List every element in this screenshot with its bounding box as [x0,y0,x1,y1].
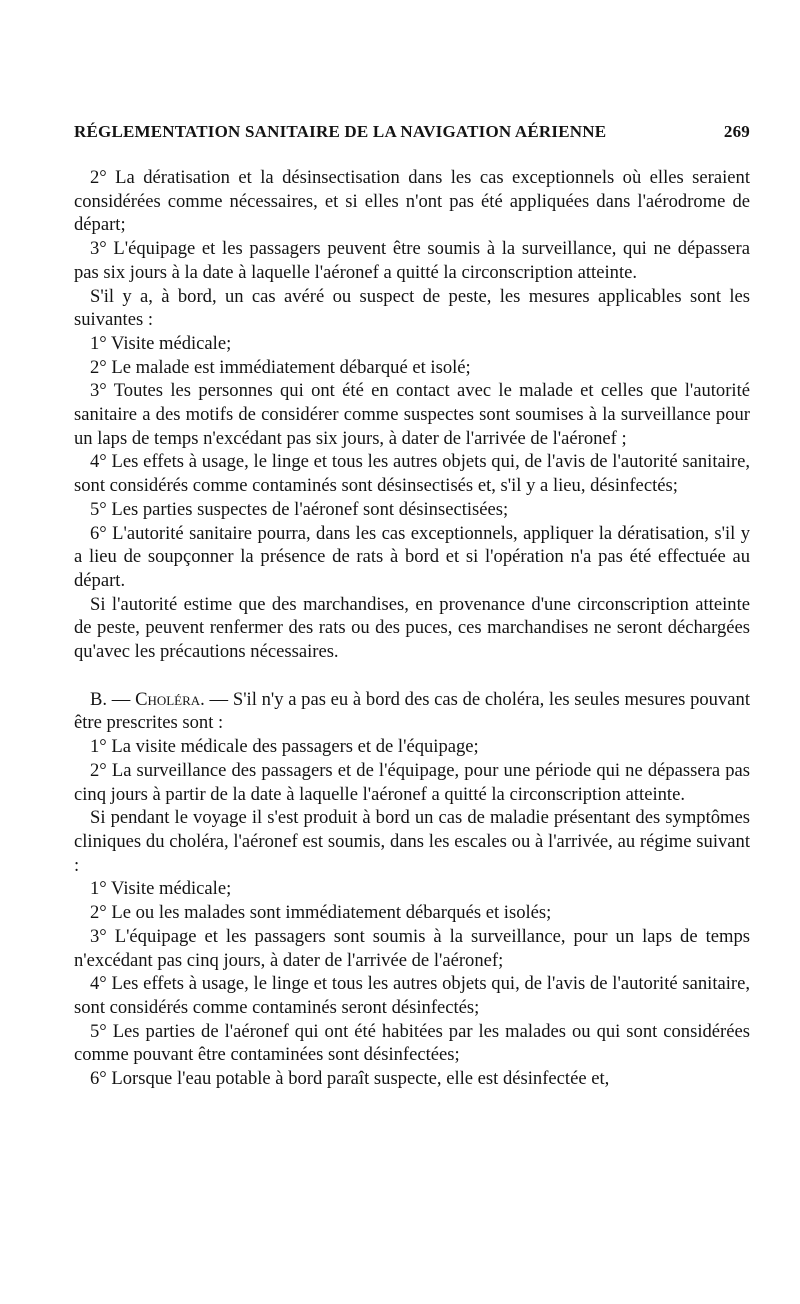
running-header [74,118,750,148]
paragraph: 4° Les effets à usage, le linge et tous les autres objets qui, de l'avis de l'autorité sanitaire, sont considérés comme contaminés seront désinfectés; [74,973,750,1018]
section-b-paragraph [74,688,750,735]
paragraph: 1° Visite médicale; [90,332,232,354]
page-number: 269 [723,122,750,141]
paragraph: 3° Toutes les personnes qui ont été en contact avec le malade et celles que l'autorité sanitaire a des motifs de considérer comme suspectes sont soumises à la surveillance pour un laps de temps n'excédant pas six jours, à dater de l'arrivée de l'aéronef ; [74,380,750,449]
paragraph: 2° La surveillance des passagers et de l'équipage, pour une période qui ne dépassera pas cinq jours à partir de la date à laquelle l'aéronef a quitté la circonscription atteinte. [74,759,750,805]
paragraph: Si l'autorité estime que des marchandises, en provenance d'une circonscription atteinte de peste, peuvent renfermer des rats ou des puces, ces marchandises ne seront déchargées qu'avec les précautions nécessaires. [74,593,750,663]
paragraph: 5° Les parties de l'aéronef qui ont été habitées par les malades ou qui sont considérées comme pouvant être contaminées sont désinfectées; [74,1020,750,1066]
paragraph: 4° Les effets à usage, le linge et tous les autres objets qui, de l'avis de l'autorité sanitaire, sont considérés comme contaminés sont désinsectisés et, s'il y a lieu, désinfectés; [74,451,750,497]
paragraph: 2° La dératisation et la désinsectisation dans les cas exceptionnels où elles seraient considérées comme nécessaires, et si elles n'ont pas été appliquées dans l'aérodrome de départ; [74,167,750,236]
paragraph: 1° Visite médicale; [90,878,232,900]
paragraph: 5° Les parties suspectes de l'aéronef sont désinsectisées; [90,498,509,520]
body-text [74,166,750,1091]
section-b-label: B. — [90,688,136,710]
paragraph: 3° L'équipage et les passagers sont soumis à la surveillance, pour un laps de temps n'excédant pas cinq jours, à dater de l'arrivée de l'aéronef; [74,925,750,971]
paragraph: 3° L'équipage et les passagers peuvent être soumis à la surveillance, qui ne dépassera pas six jours à la date à laquelle l'aéronef a quitté la circonscription atteinte. [74,238,750,283]
paragraph: 2° Le ou les malades sont immédiatement débarqués et isolés; [90,902,552,924]
paragraph: 6° Lorsque l'eau potable à bord paraît suspecte, elle est désinfectée et, [90,1068,610,1090]
paragraph: S'il y a, à bord, un cas avéré ou suspect de peste, les mesures applicables sont les suivantes : [74,285,750,331]
paragraph: 6° L'autorité sanitaire pourra, dans les cas exceptionnels, appliquer la dératisation, s'il y a lieu de soupçonner la présence de rats à bord et si l'opération n'a pas été effectuée au départ. [74,522,750,591]
paragraph: 1° La visite médicale des passagers et de l'équipage; [90,736,479,758]
paragraph: Si pendant le voyage il s'est produit à bord un cas de maladie présentant des symptômes cliniques du choléra, l'aéronef est soumis, dans les escales ou à l'arrivée, au régime suivant : [74,807,750,876]
header-title: RÉGLEMENTATION SANITAIRE DE LA NAVIGATION AÉRIENNE [74,122,607,141]
section-b-text: — S'il n'y a pas eu à bord des cas de choléra, les seules mesures pouvant être prescrites sont : [74,688,750,734]
paragraph: 2° Le malade est immédiatement débarqué et isolé; [90,356,471,378]
section-b-heading: Choléra. [135,688,205,710]
